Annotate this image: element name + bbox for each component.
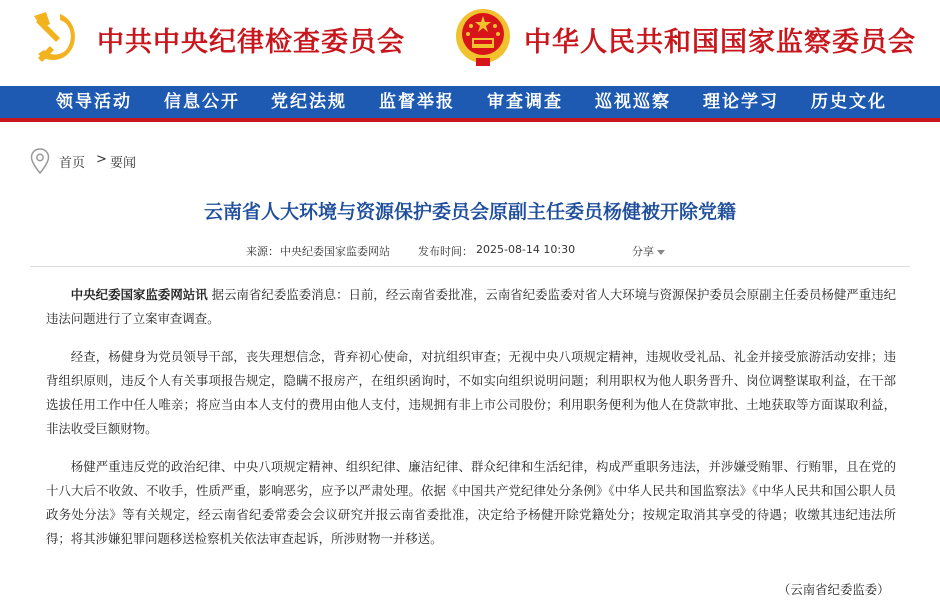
nav-item-inspection[interactable]: 巡视巡察: [595, 92, 671, 112]
nav-item-regulations[interactable]: 党纪法规: [271, 92, 347, 112]
lead-source: 中央纪委国家监委网站讯: [70, 287, 208, 302]
nav-item-report[interactable]: 监督举报: [379, 92, 455, 112]
share-button[interactable]: [632, 243, 665, 259]
main-nav: [0, 86, 940, 122]
source-label: 来源：: [246, 245, 279, 258]
divider: [30, 266, 910, 267]
nav-item-history[interactable]: 历史文化: [811, 92, 887, 112]
paragraph-2: 经查，杨健身为党员领导干部，丧失理想信念，背弃初心使命，对抗组织审查；无视中央八项规定精神，违规收受礼品、礼金并接受旅游活动安排；违背组织原则，违反个人有关事项报告规定，隐瞒不报房产，在组织函询时，不如实向组织说明问题；利用职权为他人职务晋升、岗位调整谋取利益，在干部选拔任用工作中任人唯亲；将应当由本人支付的费用由他人支付，违规拥有非上市公司股份；利用职务便利为他人在贷款审批、土地获取等方面谋取利益，非法收受巨额财物。: [46, 349, 896, 436]
cpc-ccdi-title[interactable]: 中共中央纪律检查委员会: [97, 27, 405, 58]
party-emblem-icon: [30, 8, 86, 66]
source-note: （云南省纪委监委）: [778, 582, 890, 597]
article-title: 云南省人大环境与资源保护委员会原副主任委员杨健被开除党籍: [203, 201, 736, 223]
chevron-down-icon: [657, 250, 665, 255]
article-body: [46, 283, 896, 565]
nsc-title[interactable]: 中华人民共和国国家监察委员会: [524, 27, 916, 58]
nav-item-theory[interactable]: 理论学习: [703, 92, 779, 112]
breadcrumb-separator: >: [96, 152, 107, 167]
paragraph-3: 杨健严重违反党的政治纪律、中央八项规定精神、组织纪律、廉洁纪律、群众纪律和生活纪律，构成严重职务违法，并涉嫌受贿罪、行贿罪，且在党的十八大后不收敛、不收手，性质严重，影响恶劣，应予以严肃处理。依据《中国共产党纪律处分条例》《中华人民共和国监察法》《中华人民共和国公职人员政务处分法》等有关规定，经云南省纪委常委会会议研究并报云南省委批准，决定给予杨健开除党籍处分；按规定取消其享受的待遇；收缴其违纪违法所得；将其涉嫌犯罪问题移送检察机关依法审查起诉，所涉财物一并移送。: [46, 459, 896, 546]
nav-item-investigation[interactable]: 审查调查: [487, 92, 563, 112]
paragraph-1-text: 据云南省纪委监委消息：日前，经云南省委批准，云南省纪委监委对省人大环境与资源保护委员会原副主任委员杨健严重违纪违法问题进行了立案审查调查。: [46, 287, 896, 326]
paragraph-1: [46, 283, 896, 331]
breadcrumb-home-link[interactable]: 首页: [59, 156, 86, 171]
share-label: 分享: [632, 245, 654, 258]
breadcrumb-current-link[interactable]: 要闻: [110, 156, 137, 171]
nav-item-leadership[interactable]: 领导活动: [56, 92, 132, 112]
nav-item-disclosure[interactable]: 信息公开: [164, 92, 240, 112]
location-pin-icon: [30, 148, 50, 174]
time-label: 发布时间：: [418, 245, 473, 258]
site-header: [0, 0, 940, 86]
source-value: 中央纪委国家监委网站: [280, 245, 390, 258]
time-value: 2025-08-14 10:30: [476, 243, 576, 256]
national-emblem-icon: [454, 6, 512, 68]
